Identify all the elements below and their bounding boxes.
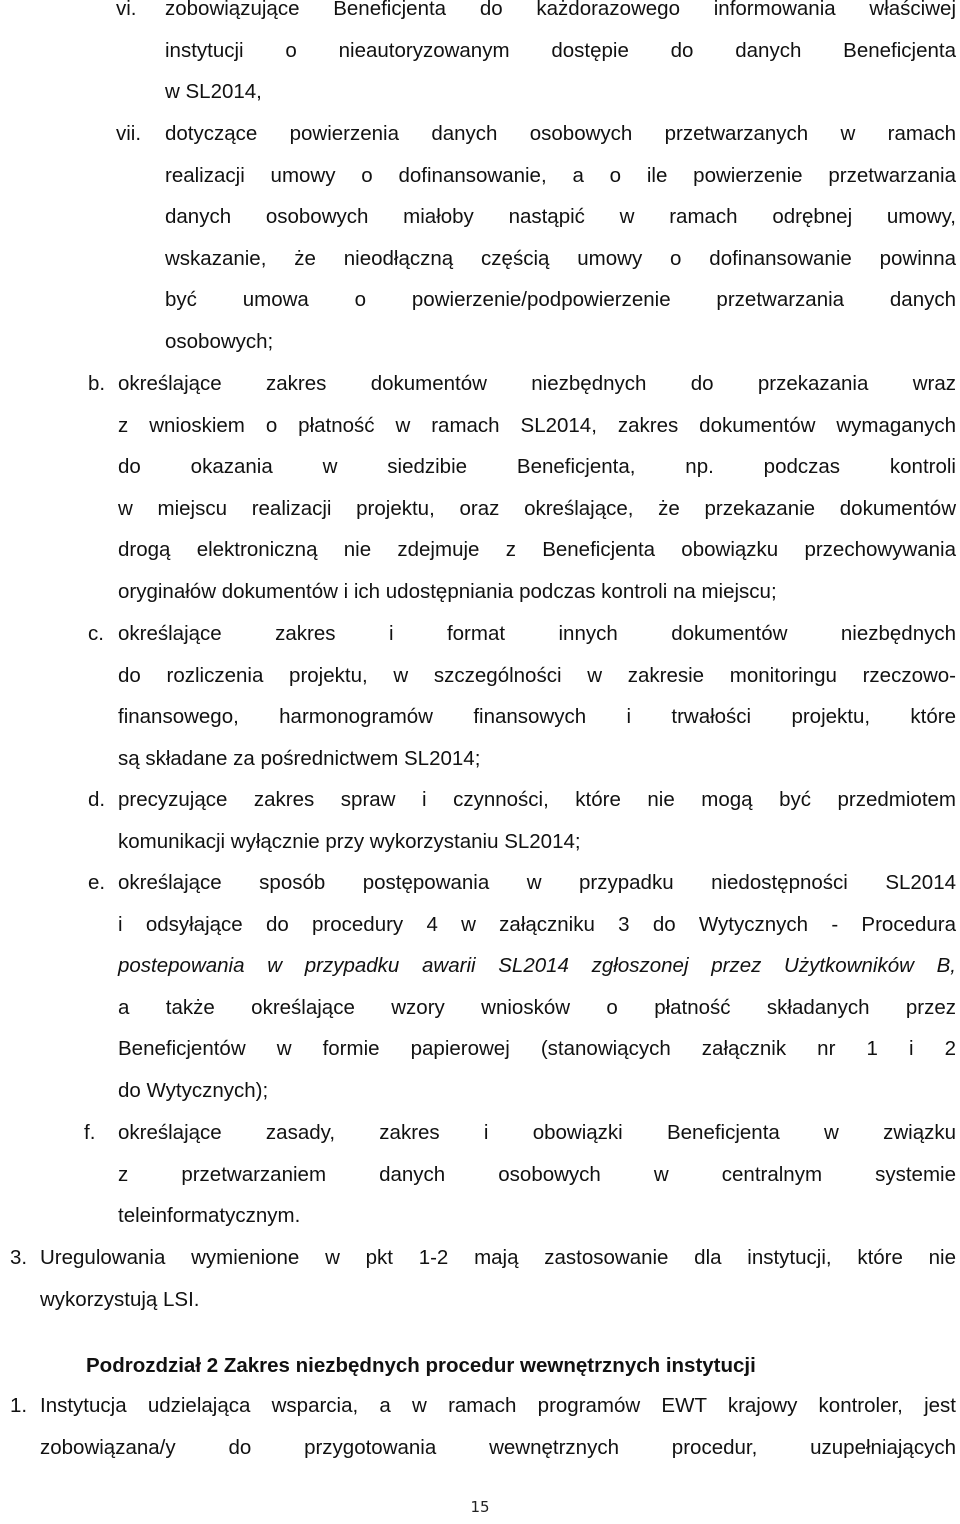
text-line: Beneficjentów w formie papierowej (stanowiących załącznik nr 1 i 2 xyxy=(118,1037,956,1061)
text-line: realizacji umowy o dofinansowanie, a o ile powierzenie przetwarzania xyxy=(165,163,956,187)
text-line: z wnioskiem o płatność w ramach SL2014, zakres dokumentów wymaganych xyxy=(118,413,956,437)
text-line: Uregulowania wymienione w pkt 1-2 mają zastosowanie dla instytucji, które nie xyxy=(40,1246,956,1269)
list-item-3 xyxy=(40,1237,956,1320)
list-item-vi xyxy=(165,0,956,113)
list-marker-c: c. xyxy=(88,622,104,645)
list-marker-f: f. xyxy=(84,1121,96,1144)
list-marker-d: d. xyxy=(88,788,106,811)
text-line: osobowych; xyxy=(165,329,274,353)
text-line: do okazania w siedzibie Beneficjenta, np. podczas kontroli xyxy=(118,455,956,479)
list-marker-vii: vii. xyxy=(116,122,142,145)
text-line: finansowego, harmonogramów finansowych i trwałości projektu, które xyxy=(118,705,956,729)
text-line: precyzujące zakres spraw i czynności, które nie mogą być przedmiotem xyxy=(118,788,956,811)
text-line: z przetwarzaniem danych osobowych w centralnym systemie xyxy=(118,1162,956,1186)
text-line: teleinformatycznym. xyxy=(118,1204,301,1228)
text-line: dotyczące powierzenia danych osobowych przetwarzanych w ramach xyxy=(165,122,956,145)
text-line: do rozliczenia projektu, w szczególności w zakresie monitoringu rzeczowo- xyxy=(118,663,956,687)
text-line: postepowania w przypadku awarii SL2014 zgłoszonej przez Użytkowników B, xyxy=(118,954,956,978)
list-item-1 xyxy=(40,1385,956,1468)
list-item-b xyxy=(118,363,956,613)
text-line: komunikacji wyłącznie przy wykorzystaniu SL2014; xyxy=(118,829,581,853)
text-line: do Wytycznych); xyxy=(118,1078,269,1102)
text-line: określające zasady, zakres i obowiązki Beneficjenta w związku xyxy=(118,1121,956,1144)
section-heading: Podrozdział 2 Zakres niezbędnych procedur wewnętrznych instytucji xyxy=(86,1354,756,1377)
text-line: drogą elektroniczną nie zdejmuje z Beneficjenta obowiązku przechowywania xyxy=(118,538,956,562)
list-item-f xyxy=(118,1112,956,1237)
text-line: zobowiązana/y do przygotowania wewnętrznych procedur, uzupełniających xyxy=(40,1435,956,1459)
list-marker-b: b. xyxy=(88,372,106,395)
text-line: wykorzystują LSI. xyxy=(40,1287,200,1311)
text-line: zobowiązujące Beneficjenta do każdorazowego informowania właściwej xyxy=(165,0,956,20)
list-item-vii xyxy=(165,113,956,363)
text-line: określające zakres i format innych dokumentów niezbędnych xyxy=(118,622,956,645)
page-number: 15 xyxy=(470,1498,490,1516)
text-line: oryginałów dokumentów i ich udostępniania podczas kontroli na miejscu; xyxy=(118,579,777,603)
text-line: są składane za pośrednictwem SL2014; xyxy=(118,746,481,770)
text-line: wskazanie, że nieodłączną częścią umowy o dofinansowanie powinna xyxy=(165,246,956,270)
text-line: Instytucja udzielająca wsparcia, a w ramach programów EWT krajowy kontroler, jest xyxy=(40,1394,956,1417)
text-line: być umowa o powierzenie/podpowierzenie przetwarzania danych xyxy=(165,288,956,312)
text-line: i odsyłające do procedury 4 w załączniku 3 do Wytycznych - Procedura xyxy=(118,912,956,936)
text-line: w SL2014, xyxy=(165,80,262,104)
list-item-c xyxy=(118,613,956,779)
list-item-d xyxy=(118,779,956,862)
text-line: instytucji o nieautoryzowanym dostępie do danych Beneficjenta xyxy=(165,38,956,62)
list-item-e xyxy=(118,862,956,1112)
list-marker-e: e. xyxy=(88,871,106,894)
list-marker-vi: vi. xyxy=(116,0,137,20)
text-line: określające zakres dokumentów niezbędnych do przekazania wraz xyxy=(118,372,956,395)
list-marker-3: 3. xyxy=(10,1246,28,1269)
text-line: w miejscu realizacji projektu, oraz określające, że przekazanie dokumentów xyxy=(118,496,956,520)
text-line: danych osobowych miałoby nastąpić w ramach odrębnej umowy, xyxy=(165,205,956,229)
text-line: określające sposób postępowania w przypadku niedostępności SL2014 xyxy=(118,871,956,894)
text-line: a także określające wzory wniosków o płatność składanych przez xyxy=(118,995,956,1019)
list-marker-1: 1. xyxy=(10,1394,28,1417)
